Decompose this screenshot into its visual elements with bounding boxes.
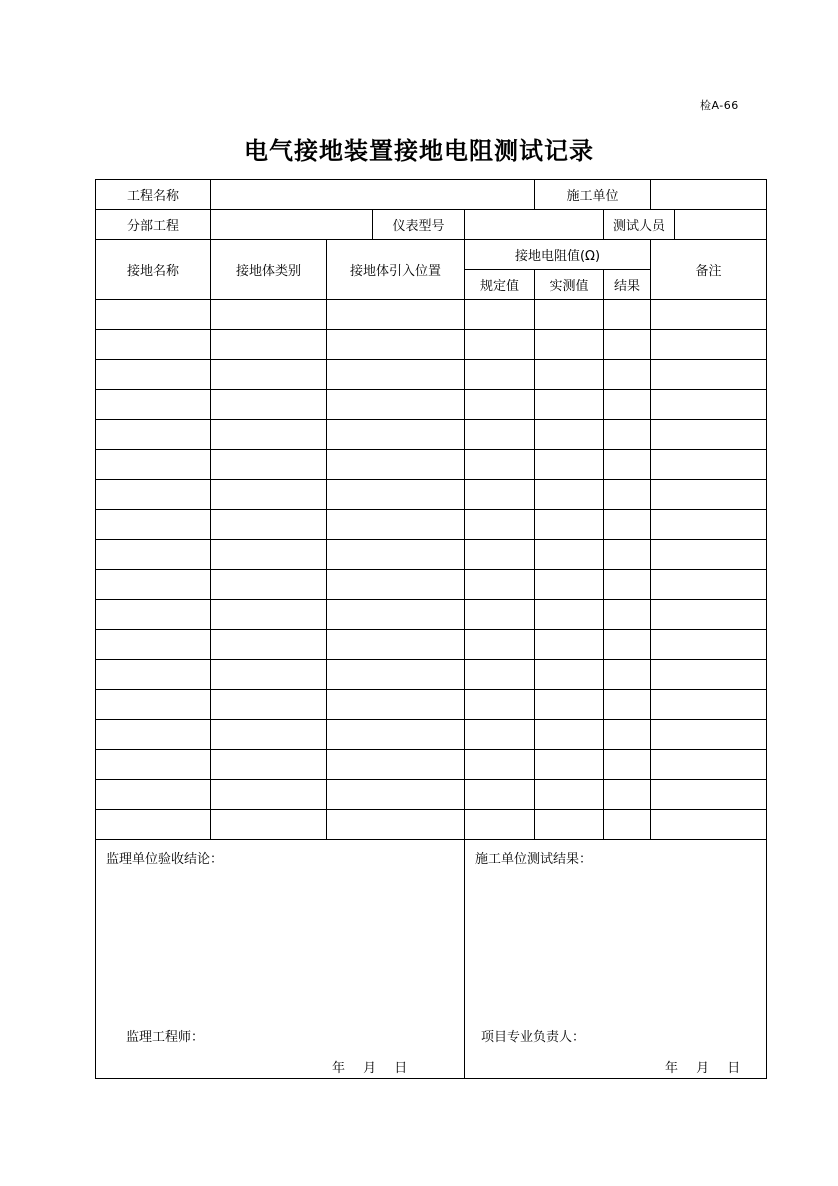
test-record-table [95, 179, 767, 1079]
result-cell[interactable] [604, 630, 651, 660]
result-cell[interactable] [604, 330, 651, 360]
ground-type-cell[interactable] [211, 660, 327, 690]
project-name-field[interactable] [211, 180, 535, 210]
measured-cell[interactable] [535, 570, 604, 600]
table-row [96, 600, 767, 630]
ground-name-cell[interactable] [96, 600, 211, 630]
specified-cell[interactable] [465, 570, 535, 600]
specified-cell[interactable] [465, 330, 535, 360]
col-resistance-group: 接地电阻值(Ω) [465, 240, 651, 270]
remarks-cell[interactable] [651, 750, 767, 780]
instrument-model-label: 仪表型号 [373, 210, 465, 240]
remarks-cell[interactable] [651, 780, 767, 810]
result-cell[interactable] [604, 780, 651, 810]
lead-position-cell[interactable] [327, 330, 465, 360]
form-code: 检A-66 [700, 99, 739, 112]
measured-cell[interactable] [535, 780, 604, 810]
remarks-cell[interactable] [651, 630, 767, 660]
result-cell[interactable] [604, 390, 651, 420]
specified-cell[interactable] [465, 510, 535, 540]
remarks-cell[interactable] [651, 330, 767, 360]
lead-position-cell[interactable] [327, 630, 465, 660]
lead-position-cell[interactable] [327, 750, 465, 780]
result-cell[interactable] [604, 690, 651, 720]
ground-type-cell[interactable] [211, 480, 327, 510]
remarks-cell[interactable] [651, 360, 767, 390]
ground-name-cell[interactable] [96, 660, 211, 690]
ground-name-cell[interactable] [96, 570, 211, 600]
remarks-cell[interactable] [651, 510, 767, 540]
remarks-cell[interactable] [651, 720, 767, 750]
measured-cell[interactable] [535, 480, 604, 510]
result-cell[interactable] [604, 720, 651, 750]
result-cell[interactable] [604, 540, 651, 570]
ground-type-cell[interactable] [211, 690, 327, 720]
ground-type-cell[interactable] [211, 540, 327, 570]
lead-position-cell[interactable] [327, 720, 465, 750]
remarks-cell[interactable] [651, 810, 767, 840]
result-cell[interactable] [604, 810, 651, 840]
ground-name-cell[interactable] [96, 630, 211, 660]
subproject-label: 分部工程 [96, 210, 211, 240]
result-cell[interactable] [604, 480, 651, 510]
table-row [96, 720, 767, 750]
lead-position-cell[interactable] [327, 540, 465, 570]
table-row [96, 570, 767, 600]
remarks-cell[interactable] [651, 420, 767, 450]
measured-cell[interactable] [535, 420, 604, 450]
measured-cell[interactable] [535, 540, 604, 570]
supervision-engineer-label: 监理工程师： [126, 1030, 205, 1045]
specified-cell[interactable] [465, 480, 535, 510]
ground-type-cell[interactable] [211, 720, 327, 750]
ground-name-cell[interactable] [96, 360, 211, 390]
supervision-section[interactable] [96, 840, 465, 1079]
lead-position-cell[interactable] [327, 450, 465, 480]
lead-position-cell[interactable] [327, 570, 465, 600]
table-row [96, 330, 767, 360]
lead-position-cell[interactable] [327, 690, 465, 720]
table-body [96, 180, 767, 1079]
table-row [96, 360, 767, 390]
lead-position-cell[interactable] [327, 600, 465, 630]
supervision-conclusion-label: 监理单位验收结论： [106, 852, 224, 867]
construction-result-label: 施工单位测试结果： [475, 852, 593, 867]
tester-field[interactable] [675, 210, 767, 240]
ground-type-cell[interactable] [211, 420, 327, 450]
lead-position-cell[interactable] [327, 480, 465, 510]
ground-name-cell[interactable] [96, 690, 211, 720]
measured-cell[interactable] [535, 720, 604, 750]
remarks-cell[interactable] [651, 450, 767, 480]
lead-position-cell[interactable] [327, 780, 465, 810]
ground-type-cell[interactable] [211, 600, 327, 630]
specified-cell[interactable] [465, 360, 535, 390]
ground-name-cell[interactable] [96, 540, 211, 570]
measured-cell[interactable] [535, 360, 604, 390]
ground-type-cell[interactable] [211, 780, 327, 810]
construction-section[interactable] [465, 840, 767, 1079]
result-cell[interactable] [604, 750, 651, 780]
ground-name-cell[interactable] [96, 300, 211, 330]
table-row [96, 810, 767, 840]
ground-type-cell[interactable] [211, 330, 327, 360]
col-result: 结果 [604, 270, 651, 300]
result-cell[interactable] [604, 450, 651, 480]
measured-cell[interactable] [535, 300, 604, 330]
footer-row [96, 840, 767, 1079]
subproject-field[interactable] [211, 210, 373, 240]
table-row [96, 630, 767, 660]
specified-cell[interactable] [465, 750, 535, 780]
measured-cell[interactable] [535, 330, 604, 360]
result-cell[interactable] [604, 420, 651, 450]
construction-date: 年 月 日 [665, 1061, 741, 1076]
ground-type-cell[interactable] [211, 810, 327, 840]
remarks-cell[interactable] [651, 690, 767, 720]
result-cell[interactable] [604, 360, 651, 390]
measured-cell[interactable] [535, 690, 604, 720]
table-row [96, 750, 767, 780]
specified-cell[interactable] [465, 390, 535, 420]
remarks-cell[interactable] [651, 480, 767, 510]
measured-cell[interactable] [535, 510, 604, 540]
col-lead-position: 接地体引入位置 [327, 240, 465, 300]
ground-name-cell[interactable] [96, 510, 211, 540]
table-row [96, 510, 767, 540]
table-row [96, 660, 767, 690]
table-row [96, 540, 767, 570]
lead-position-cell[interactable] [327, 660, 465, 690]
result-cell[interactable] [604, 660, 651, 690]
table-row [96, 390, 767, 420]
specified-cell[interactable] [465, 600, 535, 630]
lead-position-cell[interactable] [327, 810, 465, 840]
remarks-cell[interactable] [651, 570, 767, 600]
col-specified: 规定值 [465, 270, 535, 300]
ground-name-cell[interactable] [96, 810, 211, 840]
measured-cell[interactable] [535, 600, 604, 630]
column-header-row-1 [96, 240, 767, 270]
measured-cell[interactable] [535, 660, 604, 690]
ground-type-cell[interactable] [211, 750, 327, 780]
lead-position-cell[interactable] [327, 510, 465, 540]
specified-cell[interactable] [465, 450, 535, 480]
measured-cell[interactable] [535, 810, 604, 840]
specified-cell[interactable] [465, 810, 535, 840]
construction-unit-field[interactable] [651, 180, 767, 210]
col-remarks: 备注 [651, 240, 767, 300]
instrument-model-field[interactable] [465, 210, 604, 240]
subproject-row [96, 210, 767, 240]
construction-unit-label: 施工单位 [535, 180, 651, 210]
col-ground-name: 接地名称 [96, 240, 211, 300]
specified-cell[interactable] [465, 780, 535, 810]
result-cell[interactable] [604, 600, 651, 630]
project-manager-label: 项目专业负责人： [481, 1030, 586, 1045]
measured-cell[interactable] [535, 450, 604, 480]
tester-label: 测试人员 [604, 210, 675, 240]
lead-position-cell[interactable] [327, 360, 465, 390]
page-title: 电气接地装置接地电阻测试记录 [244, 137, 594, 165]
specified-cell[interactable] [465, 300, 535, 330]
table-row [96, 780, 767, 810]
specified-cell[interactable] [465, 660, 535, 690]
result-cell[interactable] [604, 510, 651, 540]
remarks-cell[interactable] [651, 600, 767, 630]
ground-type-cell[interactable] [211, 450, 327, 480]
remarks-cell[interactable] [651, 390, 767, 420]
ground-name-cell[interactable] [96, 420, 211, 450]
col-measured: 实测值 [535, 270, 604, 300]
project-name-label: 工程名称 [96, 180, 211, 210]
measured-cell[interactable] [535, 750, 604, 780]
measured-cell[interactable] [535, 630, 604, 660]
table-row [96, 300, 767, 330]
ground-type-cell[interactable] [211, 510, 327, 540]
ground-name-cell[interactable] [96, 480, 211, 510]
remarks-cell[interactable] [651, 540, 767, 570]
table-row [96, 480, 767, 510]
ground-name-cell[interactable] [96, 750, 211, 780]
lead-position-cell[interactable] [327, 390, 465, 420]
specified-cell[interactable] [465, 690, 535, 720]
specified-cell[interactable] [465, 630, 535, 660]
specified-cell[interactable] [465, 540, 535, 570]
ground-type-cell[interactable] [211, 300, 327, 330]
table-row [96, 690, 767, 720]
table-row [96, 420, 767, 450]
ground-name-cell[interactable] [96, 780, 211, 810]
ground-name-cell[interactable] [96, 450, 211, 480]
ground-name-cell[interactable] [96, 720, 211, 750]
remarks-cell[interactable] [651, 660, 767, 690]
ground-name-cell[interactable] [96, 330, 211, 360]
result-cell[interactable] [604, 570, 651, 600]
ground-type-cell[interactable] [211, 630, 327, 660]
specified-cell[interactable] [465, 420, 535, 450]
col-ground-type: 接地体类别 [211, 240, 327, 300]
ground-type-cell[interactable] [211, 360, 327, 390]
lead-position-cell[interactable] [327, 420, 465, 450]
table-row [96, 450, 767, 480]
remarks-cell[interactable] [651, 300, 767, 330]
ground-type-cell[interactable] [211, 390, 327, 420]
measured-cell[interactable] [535, 390, 604, 420]
specified-cell[interactable] [465, 720, 535, 750]
result-cell[interactable] [604, 300, 651, 330]
ground-name-cell[interactable] [96, 390, 211, 420]
ground-type-cell[interactable] [211, 570, 327, 600]
lead-position-cell[interactable] [327, 300, 465, 330]
supervision-date: 年 月 日 [332, 1061, 408, 1076]
project-row [96, 180, 767, 210]
